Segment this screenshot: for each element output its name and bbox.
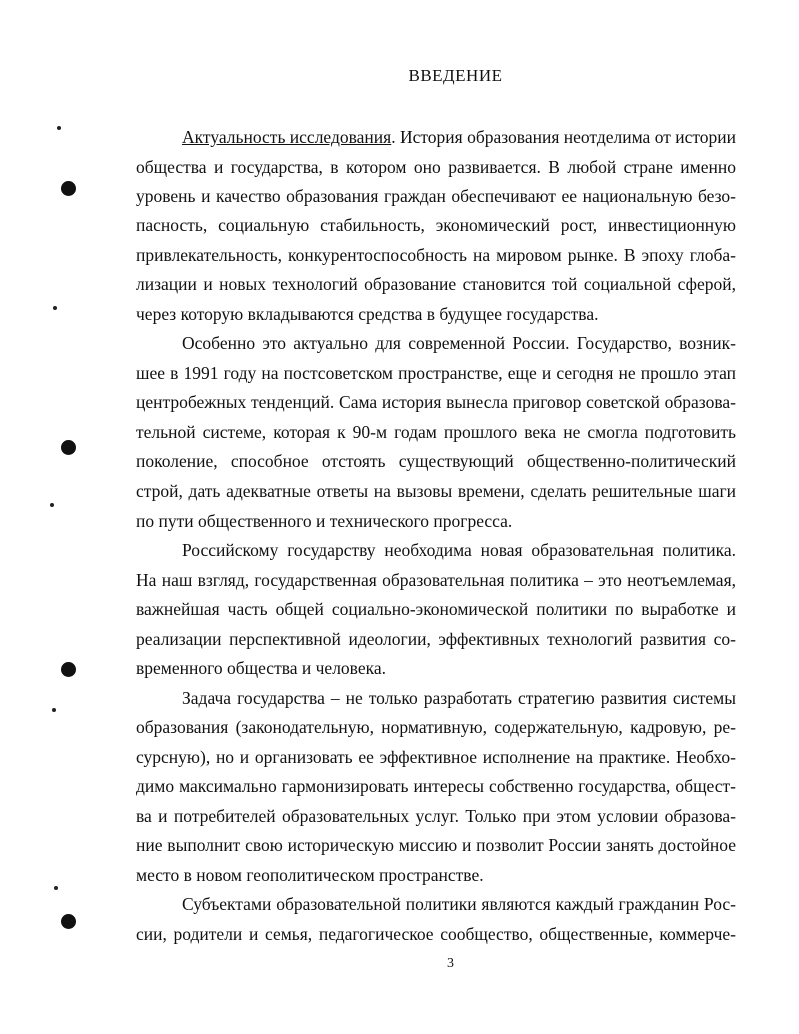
underlined-lead: Актуальность исследования xyxy=(182,127,392,147)
text-line: место в новом геополитическом пространстве. xyxy=(136,865,484,885)
text-line: Задача государства – не только разработать стратегию развития системы xyxy=(182,688,736,708)
binder-hole xyxy=(61,181,76,196)
text-line: важнейшая часть общей социально-экономической политики по выработке и xyxy=(136,599,736,619)
text-line: димо максимально гармонизировать интересы собственно государства, общест- xyxy=(136,776,736,796)
scan-speck xyxy=(57,126,61,130)
text-line: уровень и качество образования граждан обеспечивают ее национальную безо- xyxy=(136,186,736,206)
text-line: пасность, социальную стабильность, экономический рост, инвестиционную xyxy=(136,215,736,235)
text-line: На наш взгляд, государственная образовательная политика – это неотъемлемая, xyxy=(136,570,736,590)
text-line: образования (законодательную, нормативную, содержательную, кадровую, ре- xyxy=(136,717,736,737)
text-line: ва и потребителей образовательных услуг. Только при этом условии образова- xyxy=(136,806,736,826)
text-line: Актуальность исследования. История образования неотделима от истории xyxy=(182,127,737,147)
text-line: строй, дать адекватные ответы на вызовы времени, сделать решительные шаги xyxy=(136,481,736,501)
text-line: сии, родители и семья, педагогическое сообщество, общественные, коммерче- xyxy=(136,924,736,944)
text-line: Субъектами образовательной политики являются каждый гражданин Рос- xyxy=(182,894,736,914)
page-title: ВВЕДЕНИЕ xyxy=(408,66,503,85)
text-line: Российскому государству необходима новая образовательная политика. xyxy=(182,540,736,560)
binder-hole xyxy=(61,662,76,677)
text-line: общества и государства, в котором оно развивается. В любой стране именно xyxy=(136,157,736,177)
page-number: 3 xyxy=(447,956,454,971)
text-line: шее в 1991 году на постсоветском пространстве, еще и сегодня не прошло этап xyxy=(136,363,736,383)
text-line: реализации перспективной идеологии, эффективных технологий развития со- xyxy=(136,629,736,649)
scan-speck xyxy=(54,886,58,890)
text-line: привлекательность, конкурентоспособность на мировом рынке. В эпоху глоба- xyxy=(136,245,736,265)
text-line: лизации и новых технологий образование становится той социальной сферой, xyxy=(136,274,736,294)
text-line: через которую вкладываются средства в будущее государства. xyxy=(136,304,599,324)
text-line: временного общества и человека. xyxy=(136,658,386,678)
binder-hole xyxy=(61,440,76,455)
scan-speck xyxy=(52,708,56,712)
text-line: ние выполнит свою историческую миссию и позволит России занять достойное xyxy=(136,835,736,855)
text-line: Особенно это актуально для современной России. Государство, возник- xyxy=(182,333,736,353)
text-line: по пути общественного и технического прогресса. xyxy=(136,511,513,531)
text-line: поколение, способное отстоять существующий общественно-политический xyxy=(136,451,736,471)
text-line: сурсную), но и организовать ее эффективное исполнение на практике. Необхо- xyxy=(136,747,736,767)
scan-speck xyxy=(50,503,54,507)
scan-speck xyxy=(53,306,57,310)
text-line: центробежных тенденций. Сама история вынесла приговор советской образова- xyxy=(136,392,736,412)
binder-hole xyxy=(61,914,76,929)
text-line: тельной системе, которая к 90-м годам прошлого века не смогла подготовить xyxy=(136,422,736,442)
